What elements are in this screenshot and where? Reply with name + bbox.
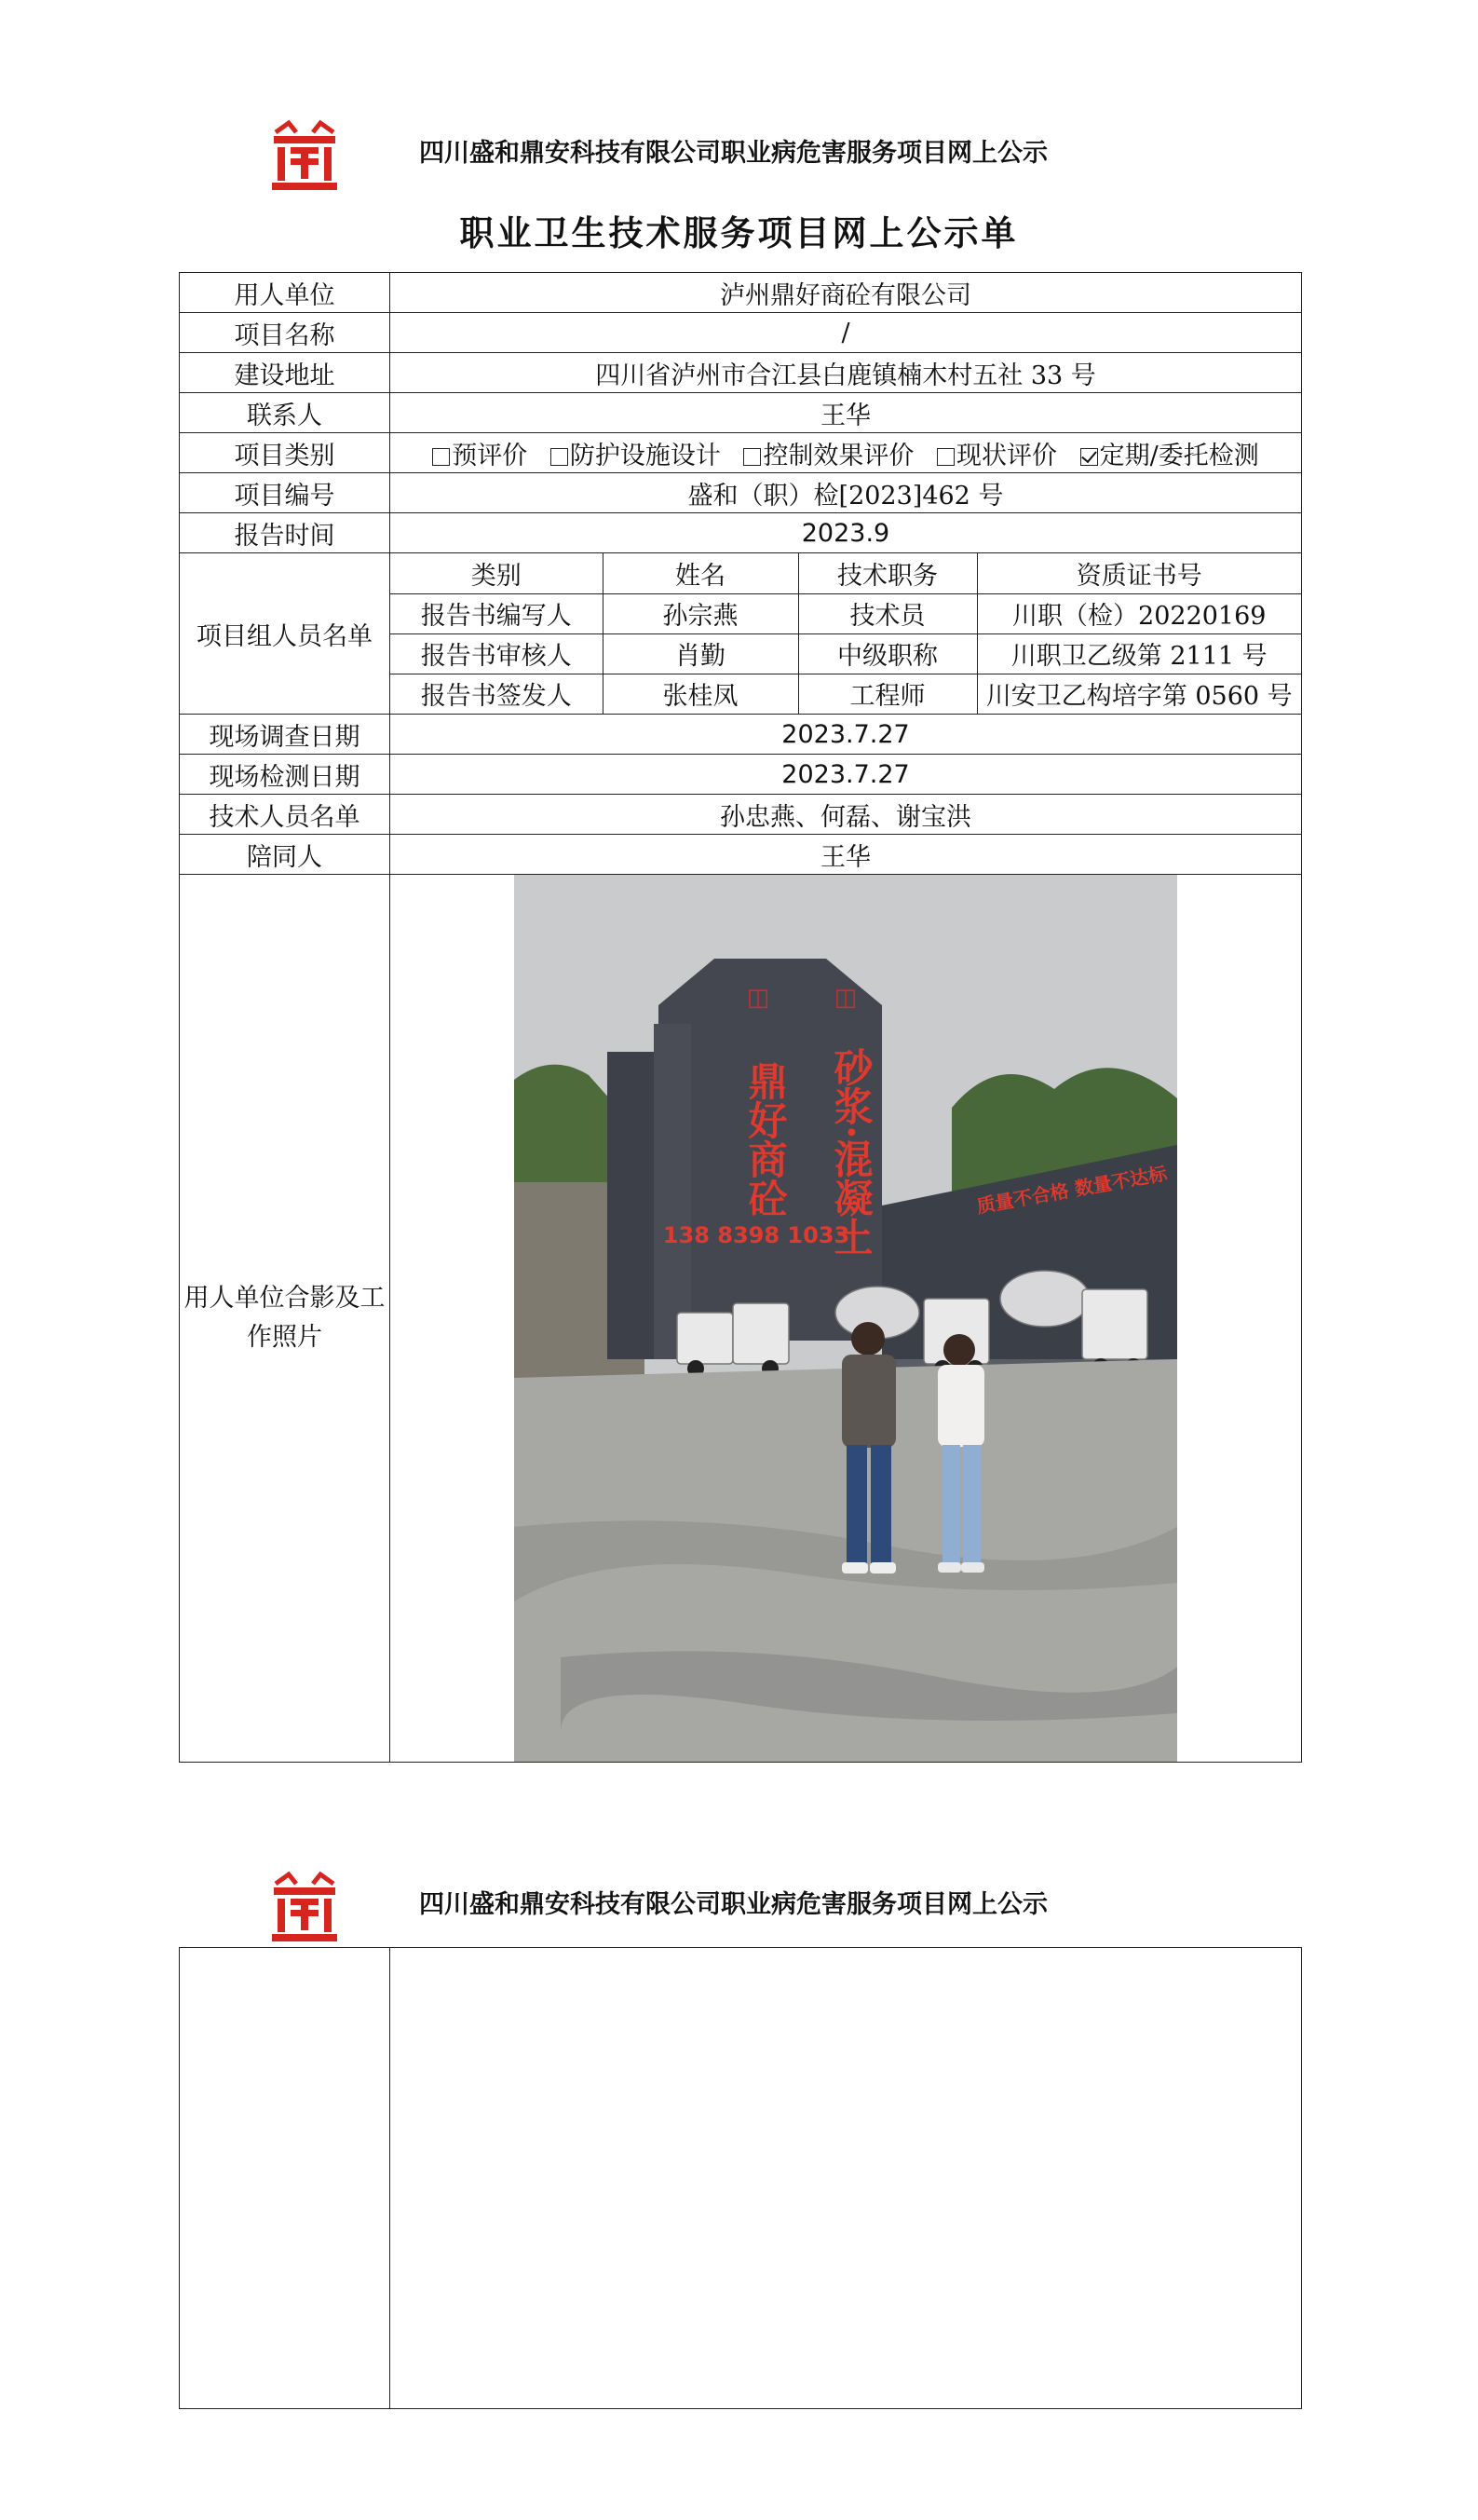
- project-name-value: /: [390, 313, 1302, 353]
- table-row: [180, 715, 1302, 755]
- category-option: 预评价: [432, 442, 527, 470]
- team-cell: [390, 553, 1302, 715]
- checkbox-checked-icon: [1080, 448, 1098, 466]
- table-row: [180, 1948, 1302, 2409]
- page-title: 职业卫生技术服务项目网上公示单: [459, 212, 1019, 253]
- company-name: 四川盛和鼎安科技有限公司职业病危害服务项目网上公示: [419, 1890, 1048, 1919]
- report-time-value: 2023.9: [390, 513, 1302, 553]
- company-name: 四川盛和鼎安科技有限公司职业病危害服务项目网上公示: [419, 139, 1048, 168]
- test-date-value: 2023.7.27: [390, 755, 1302, 795]
- checkbox-icon: [550, 448, 568, 466]
- sign-right-text: 砂浆·混凝土: [828, 1047, 875, 1257]
- category-option: 控制效果评价: [743, 442, 914, 470]
- team-member-row: [390, 593, 1301, 633]
- team-cell-cert: 川职卫乙级第 2111 号: [977, 633, 1301, 674]
- table-row: [180, 433, 1302, 473]
- team-header: 资质证书号: [977, 553, 1301, 593]
- table-row: [180, 755, 1302, 795]
- contact-value: 王华: [390, 393, 1302, 433]
- company-logo-icon: [268, 119, 341, 192]
- address-label: 建设地址: [180, 353, 390, 393]
- banner-text: 质量不合格 数量不达标: [974, 1162, 1169, 1218]
- contact-label: 联系人: [180, 393, 390, 433]
- photo-cell: [390, 875, 1302, 1763]
- address-value: 四川省泸州市合江县白鹿镇楠木村五社 33 号: [390, 353, 1302, 393]
- checkbox-icon: [743, 448, 761, 466]
- companion-label: 陪同人: [180, 835, 390, 875]
- company-logo-icon: [268, 1871, 341, 1943]
- team-member-row: [390, 633, 1301, 674]
- continuation-table: [179, 1947, 1302, 2409]
- continuation-label-cell: [180, 1948, 390, 2409]
- team-cell-name: 肖勤: [603, 633, 798, 674]
- sign-left-text: 鼎好商砼: [742, 1061, 789, 1218]
- category-option: 定期/委托检测: [1080, 442, 1259, 470]
- survey-date-value: 2023.7.27: [390, 715, 1302, 755]
- team-cell-title: 工程师: [798, 674, 977, 714]
- employer-label: 用人单位: [180, 273, 390, 313]
- team-cell-title: 技术员: [798, 593, 977, 633]
- team-cell-cert: 川安卫乙构培字第 0560 号: [977, 674, 1301, 714]
- site-photo: [514, 875, 1177, 1762]
- table-row: [180, 473, 1302, 513]
- table-row: [180, 273, 1302, 313]
- project-no-label: 项目编号: [180, 473, 390, 513]
- table-row: [180, 835, 1302, 875]
- svg-text:◫: ◫: [746, 984, 770, 1012]
- team-cell-role: 报告书审核人: [390, 633, 603, 674]
- team-cell-cert: 川职（检）20220169: [977, 593, 1301, 633]
- table-row: [180, 353, 1302, 393]
- table-row: [180, 795, 1302, 835]
- svg-text:◫: ◫: [834, 984, 858, 1012]
- team-cell-role: 报告书编写人: [390, 593, 603, 633]
- category-option: 现状评价: [937, 442, 1057, 470]
- team-header: 姓名: [603, 553, 798, 593]
- continuation-content-cell: [390, 1948, 1302, 2409]
- table-row: [180, 393, 1302, 433]
- sign-phone-text: 138 8398 1033: [662, 1222, 850, 1248]
- info-table: [179, 272, 1302, 1763]
- table-row: [180, 313, 1302, 353]
- team-cell-name: 张桂凤: [603, 674, 798, 714]
- technicians-label: 技术人员名单: [180, 795, 390, 835]
- category-option: 防护设施设计: [550, 442, 721, 470]
- survey-date-label: 现场调查日期: [180, 715, 390, 755]
- category-options: [390, 433, 1302, 473]
- category-label: 项目类别: [180, 433, 390, 473]
- table-row: [180, 553, 1302, 715]
- page-header: [268, 1871, 1293, 1955]
- project-no-value: 盛和（职）检[2023]462 号: [390, 473, 1302, 513]
- team-label: 项目组人员名单: [180, 553, 390, 715]
- photo-label: 用人单位合影及工作照片: [180, 875, 390, 1763]
- team-header: 类别: [390, 553, 603, 593]
- team-cell-title: 中级职称: [798, 633, 977, 674]
- checkbox-icon: [937, 448, 955, 466]
- table-row: [180, 513, 1302, 553]
- table-row: [180, 875, 1302, 1763]
- team-cell-role: 报告书签发人: [390, 674, 603, 714]
- employer-value: 泸州鼎好商砼有限公司: [390, 273, 1302, 313]
- test-date-label: 现场检测日期: [180, 755, 390, 795]
- team-header-row: [390, 553, 1301, 593]
- companion-value: 王华: [390, 835, 1302, 875]
- team-header: 技术职务: [798, 553, 977, 593]
- project-name-label: 项目名称: [180, 313, 390, 353]
- team-table: [390, 553, 1301, 714]
- team-member-row: [390, 674, 1301, 714]
- team-cell-name: 孙宗燕: [603, 593, 798, 633]
- page-header: [268, 119, 1293, 203]
- technicians-value: 孙忠燕、何磊、谢宝洪: [390, 795, 1302, 835]
- checkbox-icon: [432, 448, 450, 466]
- report-time-label: 报告时间: [180, 513, 390, 553]
